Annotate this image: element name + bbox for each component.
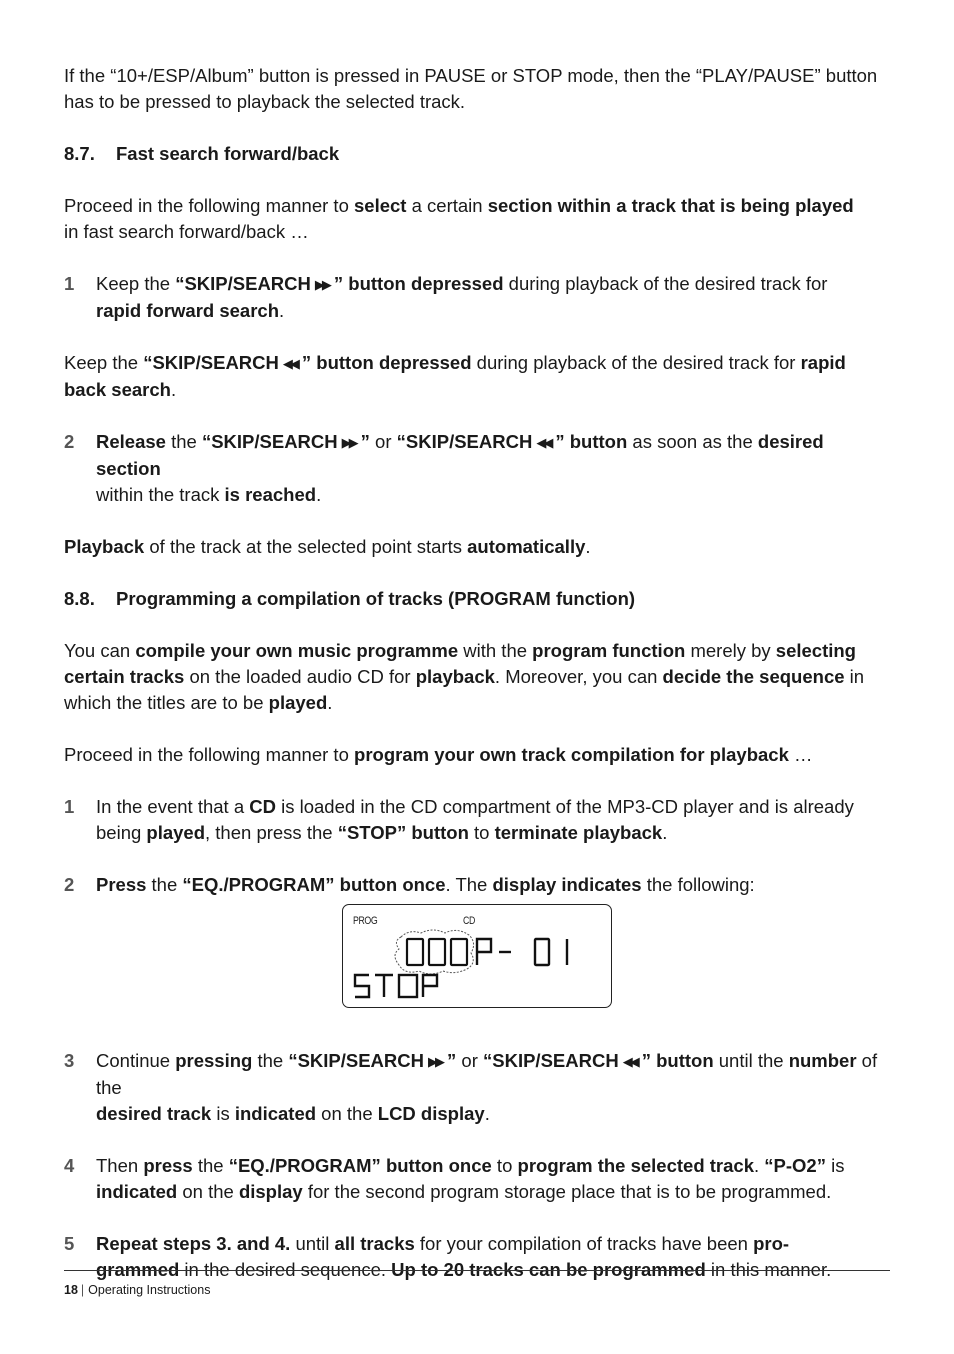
- step-number: 3: [64, 1050, 75, 1071]
- step-5-repeat: 5 Repeat steps 3. and 4. until all tracks for your compilation of tracks have been pro- grammed in the desired sequence. Up to 20 tracks can be programmed in this manner.: [64, 1233, 832, 1280]
- back-search-paragraph: Keep the “SKIP/SEARCH ◀◀ ” button depressed during playback of the desired track for rapid back search.: [64, 352, 846, 400]
- footer-divider: [64, 1270, 890, 1271]
- lcd-illustration: [64, 904, 890, 1012]
- page-footer: 18 | Operating Instructions: [64, 1283, 211, 1297]
- lcd-display: [342, 904, 612, 1008]
- playback-result-paragraph: Playback of the track at the selected point starts automatically.: [64, 536, 591, 557]
- step-2-release: 2 Release the “SKIP/SEARCH ▶▶ ” or “SKIP/SEARCH ◀◀ ” button as soon as the desired section within the track is reached.: [64, 431, 824, 505]
- lcd-program-digits: [477, 939, 567, 965]
- step-number: 4: [64, 1155, 75, 1176]
- step-number: 2: [64, 874, 75, 895]
- section-heading-8-7: [64, 141, 890, 167]
- lcd-status-segments: [355, 975, 437, 997]
- section-title: Programming a compilation of tracks (PROGRAM function): [116, 588, 636, 609]
- hyphenated-word: pro- grammed: [96, 1233, 790, 1280]
- lcd-counter-digits: [407, 939, 467, 965]
- step-1-stop-playback: 1 In the event that a CD is loaded in the CD compartment of the MP3-CD player and is already being played, then press the “STOP” button to terminate playback.: [64, 796, 854, 843]
- step-number: 1: [64, 796, 75, 817]
- page-content: [64, 63, 890, 1309]
- fast-back-icon: ◀◀: [622, 1054, 637, 1069]
- section-heading-8-8: [64, 586, 890, 612]
- intro-paragraph: If the “10+/ESP/Album” button is pressed in PAUSE or STOP mode, then the “PLAY/PAUSE” button has to be pressed to playback the selected track.: [64, 65, 878, 112]
- section-8-8-lead-2: Proceed in the following manner to program your own track compilation for playback …: [64, 744, 813, 765]
- step-3-select-track: 3 Continue pressing the “SKIP/SEARCH ▶▶ ” or “SKIP/SEARCH ◀◀ ” button until the number of the desired track is indicated on the LCD display.: [64, 1050, 878, 1124]
- step-2-press-program: 2 Press the “EQ./PROGRAM” button once. The display indicates the following:: [64, 872, 890, 898]
- fast-back-icon: ◀◀: [536, 435, 551, 450]
- step-4-program-track: 4 Then press the “EQ./PROGRAM” button once to program the selected track. “P-O2” is indicated on the display for the second program storage place that is to be programmed.: [64, 1155, 845, 1202]
- fast-back-icon: ◀◀: [282, 356, 297, 371]
- section-title: Fast search forward/back: [116, 143, 340, 164]
- step-number: 5: [64, 1233, 75, 1254]
- page-number: 18: [64, 1283, 78, 1297]
- lcd-prog-indicator: PROG: [353, 915, 378, 927]
- section-number: 8.8.: [64, 588, 95, 609]
- footer-label: Operating Instructions: [88, 1283, 211, 1297]
- section-8-7-lead: Proceed in the following manner to select a certain section within a track that is being played in fast search forward/back …: [64, 195, 854, 242]
- step-number: 2: [64, 431, 75, 452]
- lcd-cd-indicator: CD: [463, 915, 475, 927]
- section-8-8-lead-1: You can compile your own music programme with the program function merely by selecting certain tracks on the loaded audio CD for playback. Moreover, you can decide the sequence in which the titles are to be played.: [64, 640, 865, 713]
- fast-forward-icon: ▶▶: [428, 1054, 443, 1069]
- step-1-forward-search: 1 Keep the “SKIP/SEARCH ▶▶ ” button depressed during playback of the desired track for rapid forward search.: [64, 273, 828, 321]
- step-number: 1: [64, 273, 75, 294]
- section-number: 8.7.: [64, 143, 95, 164]
- lcd-segments: [343, 905, 611, 1007]
- fast-forward-icon: ▶▶: [314, 277, 329, 292]
- fast-forward-icon: ▶▶: [341, 435, 356, 450]
